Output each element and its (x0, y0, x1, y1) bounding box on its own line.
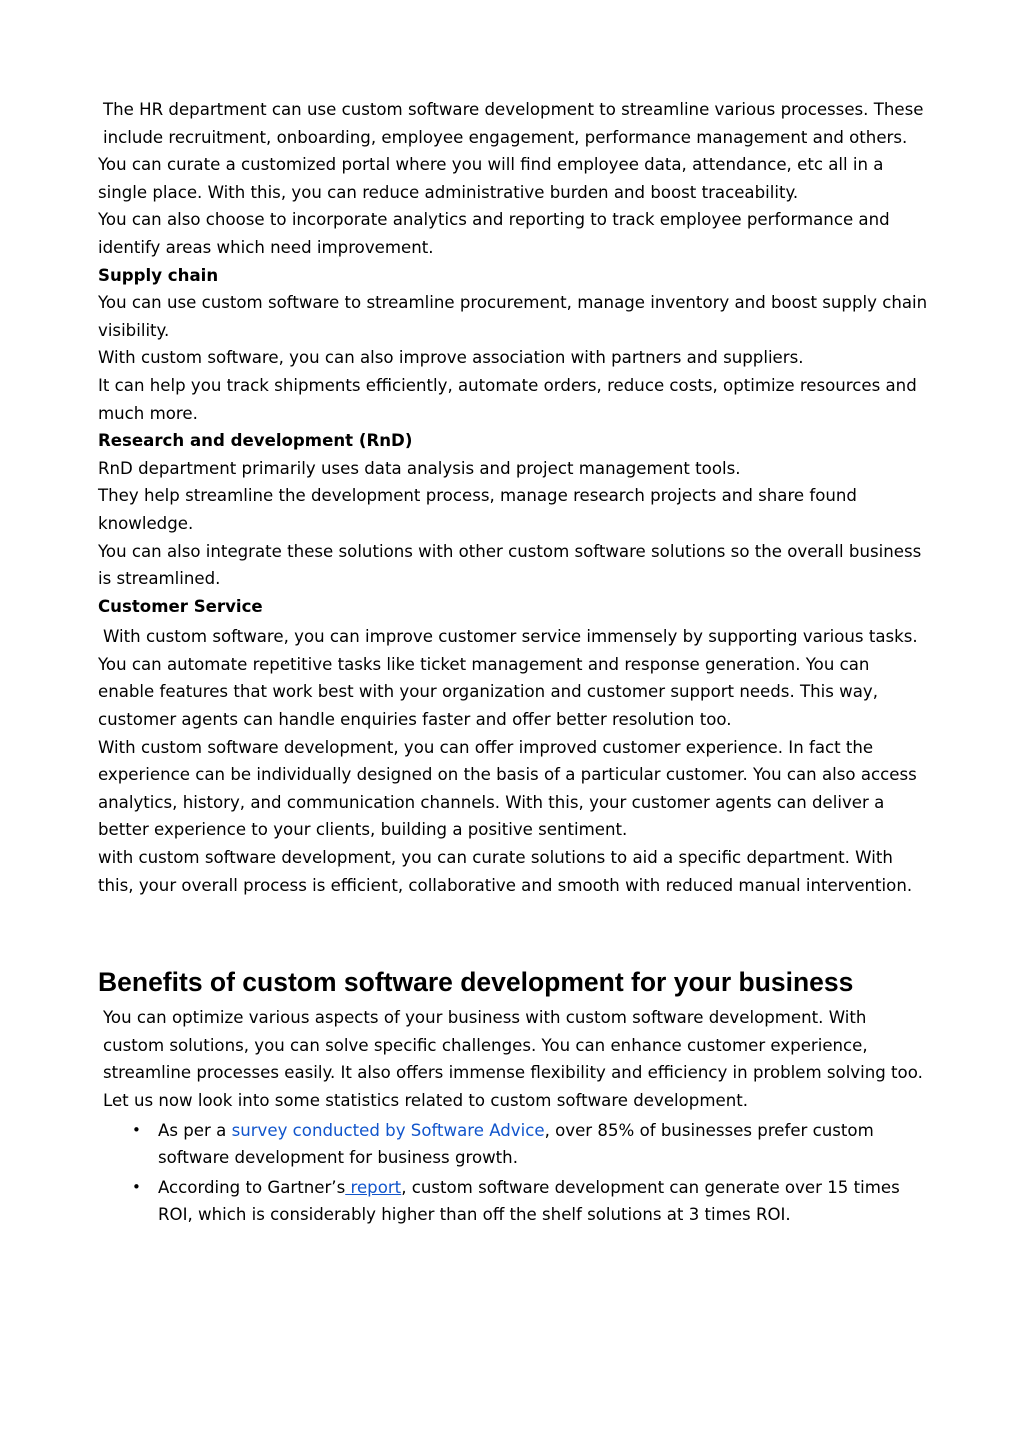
benefits-intro: You can optimize various aspects of your business with custom software development. With custom solutions, you can solve specific challenges. You can enhance customer experience, streamline processes easily. It also offers immense flexibility and efficiency in problem solving too. Let us now look into some statistics related to custom software development. (103, 1008, 923, 1110)
rnd-paragraph-3: You can also integrate these solutions with other custom software solutions so the overall business is streamlined. (98, 541, 922, 589)
statistics-list (98, 1117, 928, 1229)
hr-paragraph-2: You can curate a customized portal where you will find employee data, attendance, etc all in a single place. With this, you can reduce administrative burden and boost traceability. (98, 155, 884, 202)
rnd-heading: Research and development (RnD) (98, 431, 413, 451)
software-advice-survey-link[interactable]: survey conducted by Software Advice (231, 1120, 545, 1140)
gartner-report-link[interactable]: report (345, 1177, 402, 1197)
list-item-text-before: According to Gartner’s (158, 1177, 346, 1197)
benefits-heading: Benefits of custom software development for your business (98, 967, 854, 998)
hr-paragraph-3: You can also choose to incorporate analytics and reporting to track employee performance and identify areas which need improvement. (98, 210, 890, 257)
customer-service-paragraph-1: With custom software, you can improve customer service immensely by supporting various tasks. (103, 627, 918, 647)
supply-chain-paragraph-3: It can help you track shipments efficiently, automate orders, reduce costs, optimize resources and much more. (98, 375, 917, 423)
supply-chain-paragraph-1: You can use custom software to streamline procurement, manage inventory and boost supply chain visibility. (98, 293, 928, 340)
rnd-paragraph-1: RnD department primarily uses data analysis and project management tools. (98, 458, 741, 478)
list-item-text-after: , custom software development can generate over 15 times ROI, which is considerably higher than off the shelf solutions at 3 times ROI. (158, 1177, 900, 1225)
list-item (132, 1174, 928, 1229)
rnd-paragraph-2: They help streamline the development process, manage research projects and share found knowledge. (98, 486, 857, 533)
supply-chain-heading: Supply chain (98, 265, 219, 285)
supply-chain-paragraph-2: With custom software, you can also improve association with partners and suppliers. (98, 348, 804, 368)
bullet-icon: • (132, 1120, 141, 1139)
list-item-text-before: As per a (158, 1120, 232, 1140)
customer-service-paragraph-3: With custom software development, you can offer improved customer experience. In fact the experience can be individually designed on the basis of a particular customer. You can also access analytics, history, and communication channels. With this, your customer agents can deliver a better experience to your clients, building a positive sentiment. (98, 737, 917, 840)
bullet-icon: • (132, 1177, 141, 1196)
customer-service-paragraph-2: You can automate repetitive tasks like ticket management and response generation. You can enable features that work best with your organization and customer support needs. This way, customer agents can handle enquiries faster and offer better resolution too. (98, 654, 879, 730)
list-item-text-after: , over 85% of businesses prefer custom software development for business growth. (158, 1120, 874, 1168)
document-page (98, 96, 928, 1231)
customer-service-paragraph-4: with custom software development, you can curate solutions to aid a specific department. With this, your overall process is efficient, collaborative and smooth with reduced manual intervention. (98, 848, 913, 895)
list-item (132, 1117, 928, 1172)
customer-service-heading: Customer Service (98, 596, 263, 616)
hr-paragraph-1: The HR department can use custom software development to streamline various processes. These include recruitment, onboarding, employee engagement, performance management and others. (103, 100, 924, 147)
